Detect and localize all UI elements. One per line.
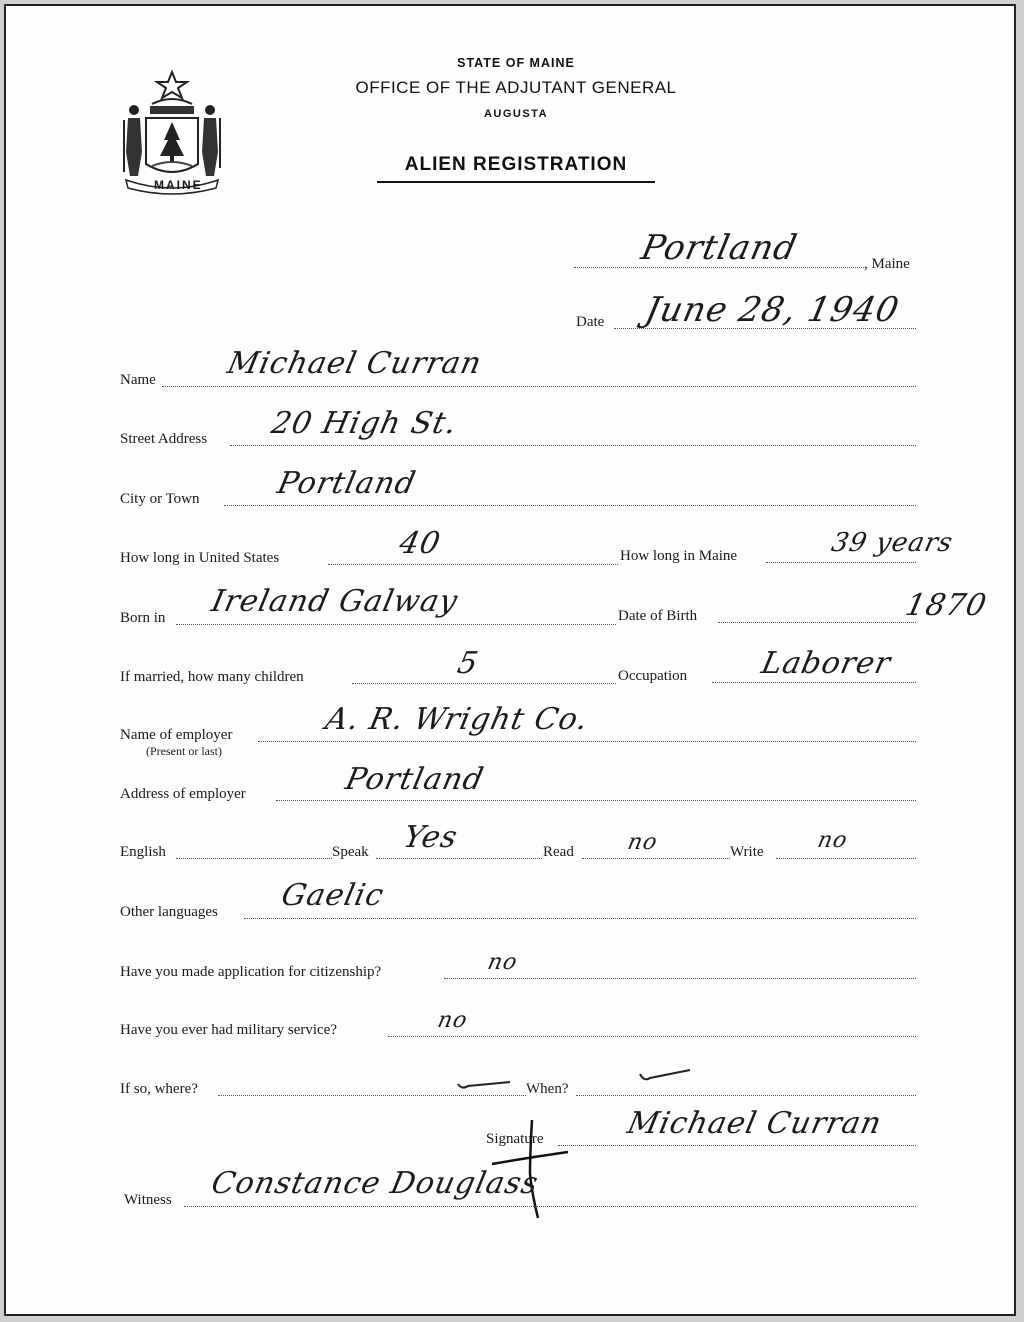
date-of-birth-value[interactable]: 1870 [902, 588, 991, 623]
born-in-value[interactable]: Ireland Galway [208, 584, 462, 619]
military-label: Have you ever had military service? [120, 1022, 337, 1038]
citizenship-value[interactable]: no [485, 950, 521, 975]
write-line [776, 858, 916, 859]
employer-name-line [258, 741, 916, 742]
name-value[interactable]: Michael Curran [224, 346, 486, 381]
signature-label: Signature [486, 1131, 544, 1147]
street-address-line [230, 445, 916, 446]
employer-address-line [276, 800, 916, 801]
city-heading: AUGUSTA [483, 108, 549, 120]
town-value[interactable]: Portland [637, 228, 801, 268]
city-label: City or Town [120, 491, 200, 507]
read-line [582, 858, 730, 859]
how-long-maine-line [766, 562, 916, 563]
english-label: English [120, 844, 166, 860]
citizenship-label: Have you made application for citizenship? [120, 964, 382, 980]
other-languages-line [244, 918, 916, 919]
name-line [162, 386, 916, 387]
where-dash-mark [454, 1074, 514, 1094]
office-heading: OFFICE OF THE ADJUTANT GENERAL [355, 78, 677, 97]
form-title: ALIEN REGISTRATION [377, 154, 655, 183]
date-of-birth-line [718, 622, 916, 623]
employer-address-value[interactable]: Portland [342, 762, 488, 797]
english-line [176, 858, 332, 859]
how-long-maine-label: How long in Maine [620, 548, 738, 564]
military-line [388, 1036, 916, 1037]
other-languages-value[interactable]: Gaelic [278, 878, 388, 913]
speak-line [376, 858, 542, 859]
signature-value[interactable]: Michael Curran [624, 1106, 886, 1141]
witness-line [184, 1206, 916, 1207]
children-value[interactable]: 5 [454, 646, 482, 681]
where-label: If so, where? [120, 1081, 198, 1097]
seal-motto: MAINE [154, 178, 203, 192]
date-of-birth-label: Date of Birth [618, 608, 698, 624]
read-value[interactable]: no [625, 830, 661, 855]
how-long-us-value[interactable]: 40 [396, 526, 444, 561]
occupation-label: Occupation [618, 668, 688, 684]
witness-label: Witness [124, 1192, 172, 1208]
when-dash-mark [636, 1066, 696, 1086]
speak-label: Speak [332, 844, 369, 860]
street-address-label: Street Address [120, 431, 208, 447]
employer-address-label: Address of employer [120, 786, 246, 802]
signature-line [558, 1145, 916, 1146]
date-label: Date [576, 314, 605, 330]
city-line [224, 505, 916, 506]
speak-value[interactable]: Yes [400, 820, 462, 855]
where-line [218, 1095, 526, 1096]
street-address-value[interactable]: 20 High St. [268, 406, 461, 441]
state-heading: STATE OF MAINE [457, 56, 575, 70]
when-label: When? [526, 1081, 569, 1097]
children-label: If married, how many children [120, 669, 304, 685]
how-long-maine-value[interactable]: 39 years [828, 528, 956, 558]
city-value[interactable]: Portland [274, 466, 420, 501]
date-value[interactable]: June 28, 1940 [641, 290, 904, 330]
how-long-us-line [328, 564, 618, 565]
read-label: Read [543, 844, 574, 860]
witness-value[interactable]: Constance Douglass [208, 1166, 542, 1201]
registration-form [4, 4, 1016, 1316]
maine-label: , Maine [864, 256, 910, 272]
how-long-us-label: How long in United States [120, 550, 280, 566]
write-value[interactable]: no [815, 828, 851, 853]
military-value[interactable]: no [435, 1008, 471, 1033]
when-line [576, 1095, 916, 1096]
other-languages-label: Other languages [120, 904, 218, 920]
children-line [352, 683, 616, 684]
born-in-label: Born in [120, 610, 166, 626]
name-label: Name [120, 372, 156, 388]
occupation-value[interactable]: Laborer [758, 646, 895, 681]
occupation-line [712, 682, 916, 683]
write-label: Write [730, 844, 764, 860]
employer-name-value[interactable]: A. R. Wright Co. [322, 702, 592, 737]
citizenship-line [444, 978, 916, 979]
employer-note-label: (Present or last) [146, 744, 222, 758]
born-in-line [176, 624, 616, 625]
employer-name-label: Name of employer [120, 727, 233, 743]
